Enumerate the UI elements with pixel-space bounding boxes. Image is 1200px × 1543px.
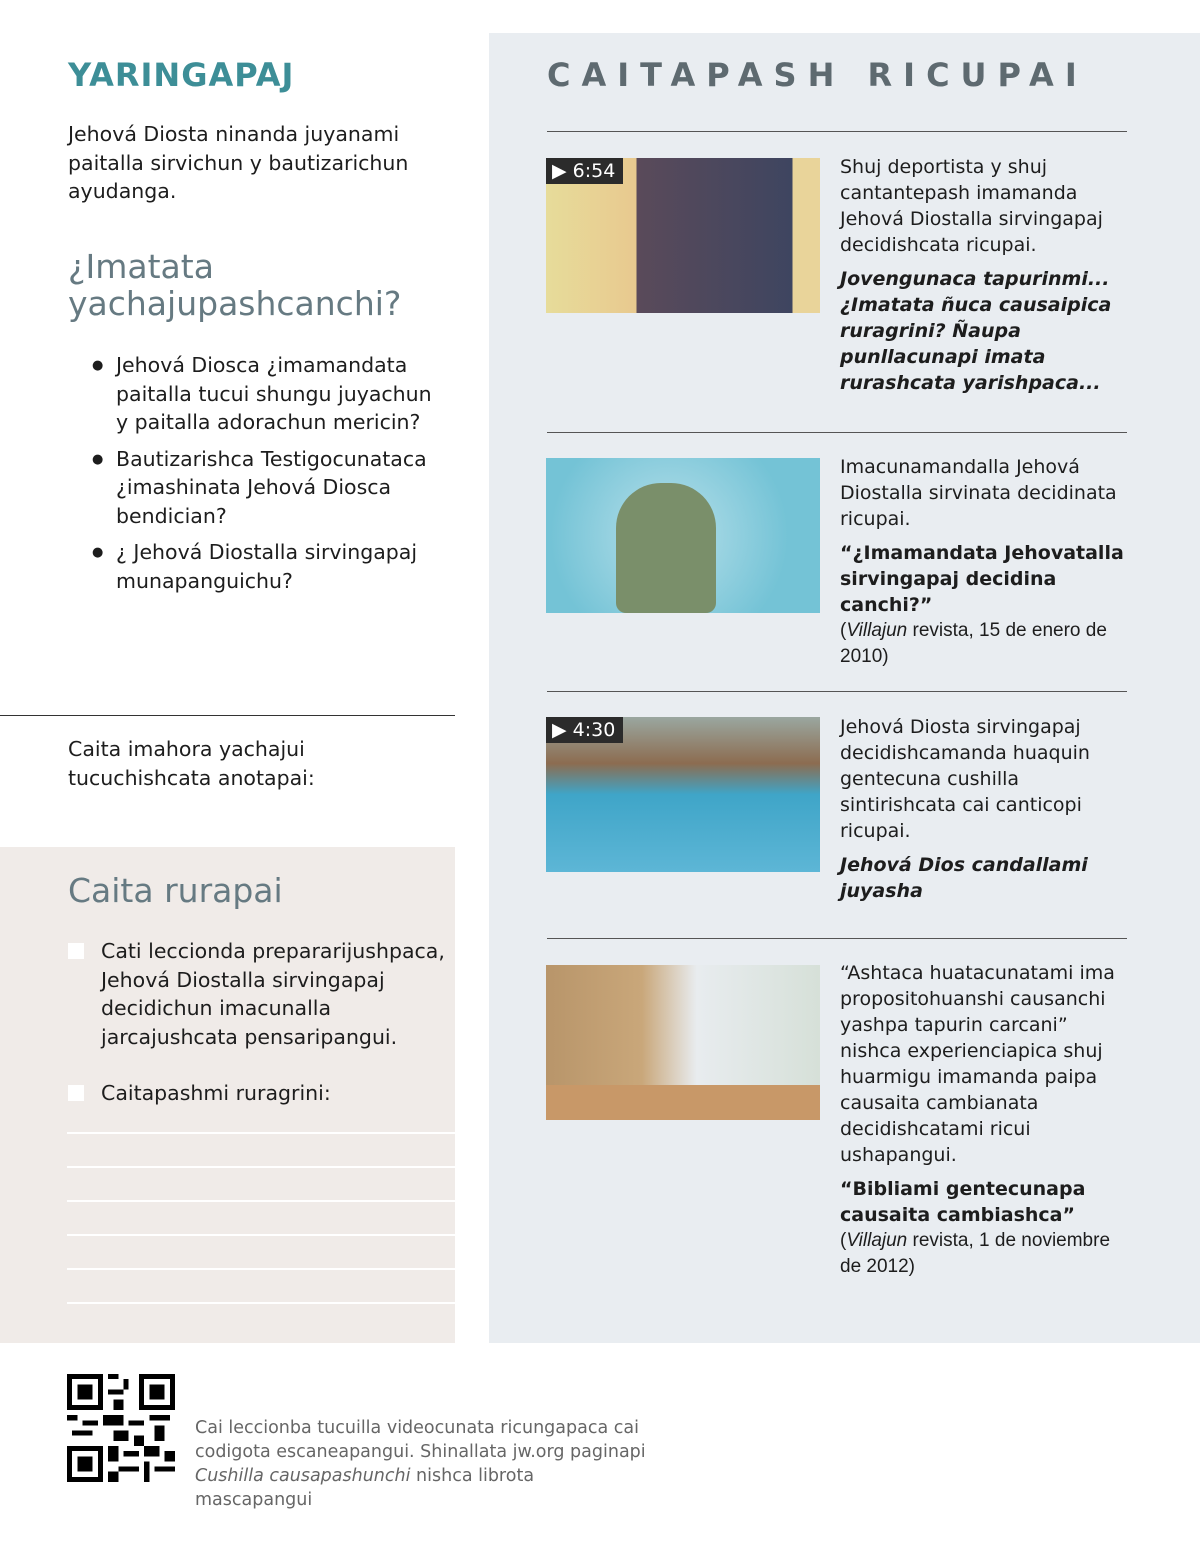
writing-line[interactable] — [67, 1166, 455, 1168]
checklist-label: Caitapashmi ruragrini: — [101, 1081, 331, 1105]
writing-line[interactable] — [67, 1302, 455, 1304]
item-description: Shuj deportista y shuj cantantepash imamanda Jehová Diostalla sirvingapaj decidishcata ricupai. — [840, 156, 1103, 256]
article-image[interactable] — [546, 965, 820, 1120]
footer-note: Cai leccionba tucuilla videocunata ricungapaca cai codigota escaneapangui. Shinallata jw.org paginapi Cushilla causapashunchi nishca librota mascapangui — [195, 1418, 646, 1510]
item-reference[interactable]: Jovengunaca tapurinmi... ¿Imatata ñuca causaipica ruragrini? Ñaupa punllacunapi imata rurashcata yarishpaca... — [840, 268, 1112, 394]
item-reference[interactable]: Jehová Dios candallami juyasha — [840, 854, 1088, 902]
divider — [547, 432, 1127, 433]
item-description: Imacunamandalla Jehová Diostalla sirvinata decidinata ricupai. — [840, 456, 1117, 530]
item-source: (Villajun revista, 1 de noviembre de 2012) — [840, 1230, 1111, 1277]
panel-title: CAITAPASH RICUPAI — [547, 56, 1088, 94]
qr-code[interactable] — [67, 1374, 175, 1482]
writing-line[interactable] — [67, 1132, 455, 1134]
checklist-label: Cati leccionda prepararijushpaca, Jehová Diostalla sirvingapaj decidichun imacunalla jarcajushcata pensaripangui. — [101, 939, 445, 1049]
question-item: ● Jehová Diosca ¿imamandata paitalla tucui shungu juyachun y paitalla adorachun mericin? — [92, 351, 442, 437]
question-item: ● ¿ Jehová Diostalla sirvingapaj munapanguichu? — [92, 538, 442, 595]
intro-text: Jehová Diosta ninanda juyanami paitalla sirvichun y bautizarichun ayudanga. — [68, 122, 409, 203]
checklist-item[interactable] — [68, 937, 448, 1051]
table — [546, 1085, 820, 1120]
item-description: Jehová Diosta sirvingapaj decidishcamanda huaquin gentecuna cushilla sintirishcata cai canticopi ricupai. — [840, 716, 1090, 842]
todo-heading: Caita rurapai — [68, 871, 283, 910]
notes-label: Caita imahora yachajui tucuchishcata anotapai: — [68, 737, 315, 790]
article-image[interactable] — [546, 458, 820, 613]
questions-heading: ¿Imatata yachajupashcanchi? — [68, 247, 402, 323]
person-figure — [616, 483, 716, 613]
checklist-item[interactable] — [68, 1079, 448, 1108]
item-text — [840, 154, 1130, 396]
writing-line[interactable] — [67, 1200, 455, 1202]
checkbox[interactable] — [68, 1085, 84, 1101]
item-text — [840, 714, 1130, 904]
item-source: (Villajun revista, 15 de enero de 2010) — [840, 620, 1107, 667]
question-item: ● Bautizarishca Testigocunataca ¿imashinata Jehová Diosca bendician? — [92, 445, 442, 531]
questions-list — [92, 351, 442, 603]
item-reference[interactable]: “Bibliami gentecunapa causaita cambiashca” — [840, 1178, 1086, 1226]
writing-line[interactable] — [67, 1234, 455, 1236]
video-duration: ▶ 4:30 — [546, 717, 623, 743]
item-text — [840, 960, 1130, 1280]
section-title: YARINGAPAJ — [68, 56, 295, 94]
video-duration: ▶ 6:54 — [546, 158, 623, 184]
divider — [547, 131, 1127, 132]
checkbox[interactable] — [68, 943, 84, 959]
video-thumbnail[interactable] — [546, 158, 820, 313]
divider — [547, 938, 1127, 939]
writing-line[interactable] — [67, 1268, 455, 1270]
divider — [547, 691, 1127, 692]
item-reference[interactable]: “¿Imamandata Jehovatalla sirvingapaj decidina canchi?” — [840, 542, 1124, 616]
item-description: “Ashtaca huatacunatami ima propositohuanshi causanchi yashpa tapurin carcani” nishca experienciapica shuj huarmigu imamanda paipa causaita cambianata decidishcatami ricui ushapangui. — [840, 962, 1115, 1166]
item-text — [840, 454, 1130, 670]
video-thumbnail[interactable] — [546, 717, 820, 872]
divider — [0, 715, 455, 716]
